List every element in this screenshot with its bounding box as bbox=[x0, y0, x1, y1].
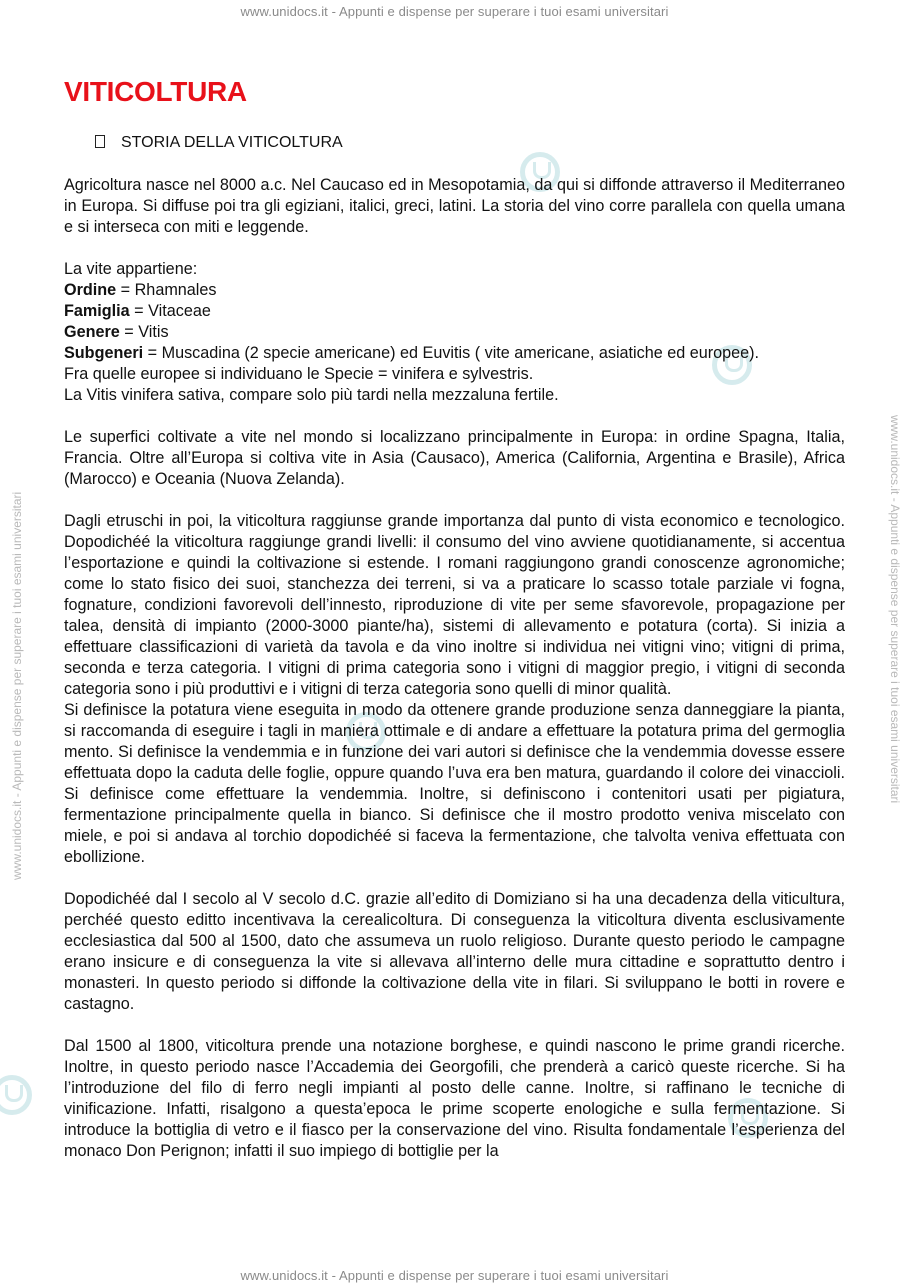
paragraph-intro: Agricoltura nasce nel 8000 a.c. Nel Caucaso ed in Mesopotamia, da qui si diffonde attraverso il Mediterraneo in Europa. Si diffuse poi tra gli egiziani, italici, greci, latini. La storia del vino corre parallela con quella umana e si interseca con miti e leggende. bbox=[64, 176, 845, 236]
watermark-header: www.unidocs.it - Appunti e dispense per superare i tuoi esami universitari bbox=[240, 4, 669, 19]
paragraph-1500: Dal 1500 al 1800, viticoltura prende una notazione borghese, e quindi nascono le prime grandi ricerche. Inoltre, in questo periodo nasce l’Accademia dei Georgofili, che prenderà a caricò queste ricerche. Si ha l’introduzione del filo di ferro negli impianti al posto delle canne. Inoltre, si raffinano le tecniche di vinificazione. Infatti, risalgono a questa’epoca le prime scoperte enologiche e sulla fermentazione. Si introduce la bottiglia di vetro e il fiasco per la conservazione del vino. Risulta fondamentale l’esperienza del monaco Don Perignon; infatti il suo impiego di bottiglie per la bbox=[64, 1037, 845, 1160]
watermark-right-side: www.unidocs.it - Appunti e dispense per superare i tuoi esami universitari bbox=[888, 415, 902, 804]
ordine-label: Ordine bbox=[64, 281, 117, 299]
paragraph-etruschi: Dagli etruschi in poi, la viticoltura raggiunse grande importanza dal punto di vista economico e tecnologico. Dopodichéé la viticoltura raggiunge grandi livelli: il consumo del vino avviene quotidianamente, si accentua l’esportazione e quindi la coltivazione si estende. I romani raggiungono grandi conoscenze agronomiche; come lo stato fisico dei suoi, stanchezza dei terreni, si va a praticare lo scasso totale parziale vi fogna, fognature, condizioni favorevoli dell’innesto, riproduzione di vite per seme sfavorevole, propagazione per talea, densità di impianto (2000-3000 piante/ha), sistemi di allevamento e potatura (corta). Si inizia a effettuare classificazioni di varietà da tavola e da vino inoltre si individua nei vitigni vino; vitigni di prima, seconda e terza categoria. I vitigni di prima categoria sono i vitigni di maggior pregio, i vitigni di seconda categoria sono i più produttivi e i vitigni di terza categoria sono quelli di minor qualità. bbox=[64, 512, 845, 698]
famiglia-value: = Vitaceae bbox=[129, 302, 211, 320]
famiglia-label: Famiglia bbox=[64, 302, 130, 320]
ordine-value: = Rhamnales bbox=[116, 281, 217, 299]
watermark-footer: www.unidocs.it - Appunti e dispense per superare i tuoi esami universitari bbox=[240, 1268, 669, 1283]
genere-label: Genere bbox=[64, 323, 120, 341]
classification-ordine bbox=[64, 280, 845, 301]
subgeneri-label: Subgeneri bbox=[64, 344, 144, 362]
classification-lead: La vite appartiene: bbox=[64, 260, 198, 278]
classification-genere bbox=[64, 322, 845, 343]
watermark-left-side: www.unidocs.it - Appunti e dispense per superare i tuoi esami universitari bbox=[10, 491, 24, 880]
watermark-logo-icon bbox=[0, 1075, 32, 1115]
classification-sativa: La Vitis vinifera sativa, compare solo più tardi nella mezzaluna fertile. bbox=[64, 386, 559, 404]
paragraph-medioevo: Dopodichéé dal I secolo al V secolo d.C. grazie all’edito di Domiziano si ha una decadenza della viticultura, perchéé questo editto incentivava la cerealicoltura. Di conseguenza la viticoltura diventa esclusivamente ecclesiastica dal 500 al 1500, dato che assumeva un ruolo religioso. Durante questo periodo le campagne erano insicure e di conseguenza la vite si allevava all’interno delle mura cittadine e soprattutto dentro i monasteri. In questo periodo si diffonde la coltivazione della vite in filari. Si sviluppano le botti in rovere e castagno. bbox=[64, 890, 845, 1013]
section-heading-text: STORIA DELLA VITICOLTURA bbox=[121, 134, 343, 151]
document-body bbox=[64, 175, 845, 1162]
checkbox-bullet-icon bbox=[95, 135, 105, 148]
classification-subgeneri bbox=[64, 343, 845, 364]
page-title: VITICOLTURA bbox=[64, 76, 247, 107]
paragraph-surfaces: Le superfici coltivate a vite nel mondo si localizzano principalmente in Europa: in ordine Spagna, Italia, Francia. Oltre all’Europa si coltiva vite in Asia (Causaco), America (California, Argentina e Brasile), Africa (Marocco) e Oceania (Nuova Zelanda). bbox=[64, 428, 845, 488]
classification-famiglia bbox=[64, 301, 845, 322]
paragraph-potatura: Si definisce la potatura viene eseguita in modo da ottenere grande produzione senza danneggiare la pianta, si raccomanda di eseguire i tagli in maniera ottimale e di andare a effettuare la potatura prima del germoglia mento. Si definisce la vendemmia e in funzione dei vari autori si definisce che la vendemmia dovesse essere effettuata dopo la caduta delle foglie, oppure quando l’uva era ben matura, guardando il colore dei vinaccioli. Si definisce come effettuare la vendemmia. Inoltre, si definiscono i contenitori usati per pigiatura, fermentazione principalmente quella in bianco. Si definisce che il mostro prodotto veniva miscelato con miele, e poi si andava al torchio dopodichéé si faceva la fermentazione, che talvolta veniva effettuata con ebollizione. bbox=[64, 701, 845, 866]
genere-value: = Vitis bbox=[119, 323, 169, 341]
classification-specie: Fra quelle europee si individuano le Specie = vinifera e sylvestris. bbox=[64, 365, 534, 383]
subgeneri-value: = Muscadina (2 specie americane) ed Euvitis ( vite americane, asiatiche ed europee). bbox=[143, 344, 760, 362]
section-heading bbox=[95, 134, 343, 152]
classification-block bbox=[64, 259, 845, 406]
